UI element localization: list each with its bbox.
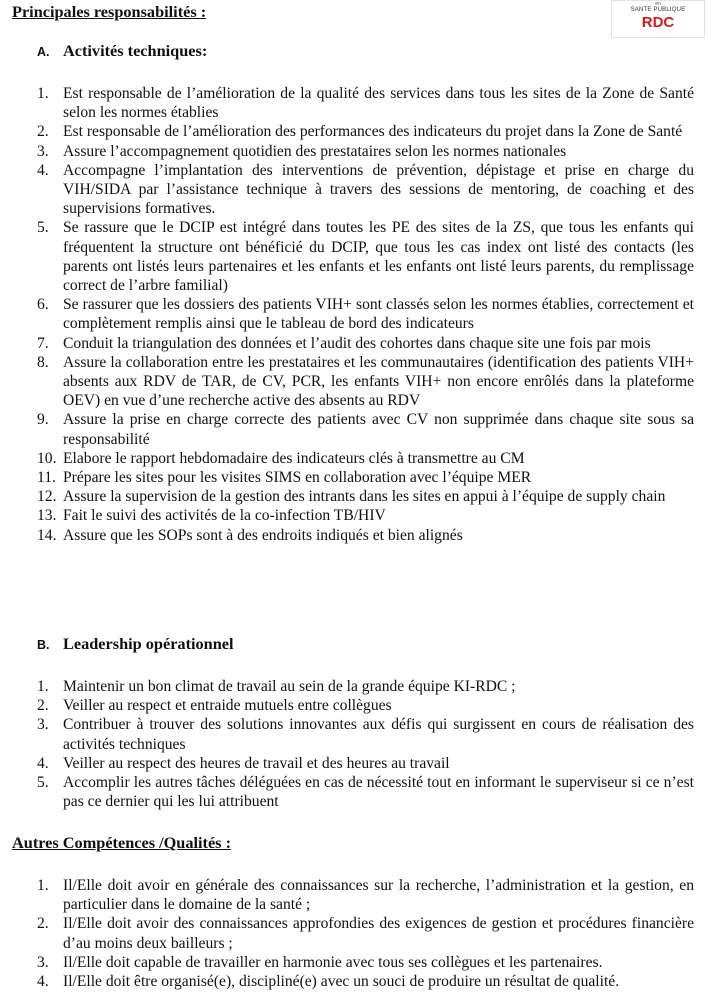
list-item: [0, 773, 711, 811]
list-item: [0, 122, 711, 141]
list-item-number: 10.: [37, 449, 57, 467]
list-item: [0, 953, 711, 972]
list-item-text: Assure que les SOPs sont à des endroits indiqués et bien alignés: [63, 526, 463, 544]
list-item-number: 3.: [37, 716, 49, 734]
list-item-text: Maintenir un bon climat de travail au sein de la grande équipe KI-RDC ;: [63, 678, 516, 695]
list-item-text: Assure la prise en charge correcte des patients avec CV non supprimée dans chaque site sous sa responsabilité: [63, 411, 694, 448]
list-item: [0, 84, 711, 122]
sante-publique-rdc-logo: [611, 0, 705, 38]
list-item-text: Assure la collaboration entre les prestataires et les communautaires (identification des patients VIH+ absents aux RDV de TAR, de CV, PCR, les enfants VIH+ non encore enrôlés dans la plateforme OEV) en vue d’une recherche active des absents au RDV: [63, 353, 694, 410]
list-item: [0, 526, 711, 545]
section-a-letter: A.: [37, 45, 50, 59]
list-item-number: 1.: [37, 678, 49, 695]
list-item-number: 4.: [37, 973, 49, 991]
list-item-number: 6.: [37, 296, 49, 314]
list-item-number: 14.: [37, 526, 57, 544]
list-item-text: Assure la supervision de la gestion des intrants dans les sites en appui à l’équipe de supply chain: [63, 488, 666, 506]
list-item-text: Elabore le rapport hebdomadaire des indicateurs clés à transmettre au CM: [63, 449, 525, 467]
list-item-text: Veiller au respect et entraide mutuels entre collègues: [63, 697, 392, 715]
list-item: [0, 696, 711, 715]
list-item-number: 3.: [37, 953, 49, 971]
competences-heading: Autres Compétences /Qualités :: [12, 833, 232, 852]
list-item: [0, 334, 711, 353]
list-item-number: 2.: [37, 697, 49, 715]
list-item: [0, 161, 711, 219]
list-item: [0, 449, 711, 468]
list-item-number: 13.: [37, 507, 57, 525]
list-item-text: Accomplir les autres tâches déléguées en cas de nécessité tout en informant le superviseur si ce n’est pas ce dernier qui les lui attribuent: [63, 774, 694, 811]
list-item: [0, 677, 711, 696]
list-item-number: 4.: [37, 161, 49, 179]
list-item: [0, 506, 711, 525]
logo-line-1: en: [655, 1, 661, 7]
list-item-text: Est responsable de l’amélioration des performances des indicateurs du projet dans la Zone de Santé: [63, 123, 683, 141]
list-item-number: 5.: [37, 774, 49, 792]
list-item-number: 1.: [37, 877, 49, 894]
list-item: [0, 487, 711, 506]
competences-list: [0, 876, 711, 991]
list-item-text: Est responsable de l’amélioration de la qualité des services dans tous les sites de la Zone de Santé selon les normes établies: [63, 85, 694, 122]
list-item-text: Assure l’accompagnement quotidien des prestataires selon les normes nationales: [63, 142, 567, 160]
list-item: [0, 468, 711, 487]
list-item-text: Se rassurer que les dossiers des patients VIH+ sont classés selon les normes établies, correctement et complètement remplis ainsi que le tableau de bord des indicateurs: [63, 296, 694, 333]
list-item-number: 4.: [37, 754, 49, 772]
list-item: [0, 876, 711, 914]
section-b-letter: B.: [37, 638, 50, 652]
responsabilites-heading: Principales responsabilités :: [12, 2, 207, 21]
list-item: [0, 218, 711, 295]
list-item-text: Accompagne l’implantation des interventions de prévention, dépistage et prise en charge du VIH/SIDA par l’assistance technique à travers des sessions de mentoring, de coaching et des supervisions formatives.: [63, 161, 694, 218]
list-item: [0, 972, 711, 991]
list-item-number: 3.: [37, 142, 49, 160]
list-item-number: 11.: [37, 469, 56, 487]
list-item-number: 2.: [37, 915, 49, 933]
section-a-title: Activités techniques:: [63, 41, 208, 60]
list-item-text: Se rassure que le DCIP est intégré dans toutes les PE des sites de la ZS, que tous les enfants qui fréquentent la structure ont bénéficié du DCIP, que tous les cas index ont listé des contacts (les parents ont listés leurs partenaires et les enfants et les enfants ont listé leurs parents, du remplissage correct de l’arbre familial): [63, 219, 694, 295]
section-a-heading: [37, 41, 207, 62]
list-item-text: Il/Elle doit être organisé(e), discipliné(e) avec un souci de produire un résultat de qualité.: [63, 973, 620, 991]
section-b-list: [0, 677, 711, 811]
list-item-number: 7.: [37, 334, 49, 352]
list-item: [0, 295, 711, 333]
list-item: [0, 142, 711, 161]
list-item: [0, 353, 711, 411]
list-item-number: 2.: [37, 123, 49, 141]
list-item-number: 12.: [37, 488, 57, 506]
list-item-number: 5.: [37, 219, 49, 237]
list-item: [0, 914, 711, 952]
list-item-number: 1.: [37, 85, 49, 102]
list-item-number: 9.: [37, 411, 49, 429]
list-item: [0, 715, 711, 753]
list-item-text: Il/Elle doit avoir en générale des connaissances sur la recherche, l’administration et la gestion, en particulier dans le domaine de la santé ;: [63, 877, 694, 914]
section-b-title: Leadership opérationnel: [63, 634, 234, 653]
list-item-text: Conduit la triangulation des données et l’audit des cohortes dans chaque site une fois par mois: [63, 334, 651, 352]
list-item-text: Fait le suivi des activités de la co-infection TB/HIV: [63, 507, 386, 525]
section-b-heading: [37, 634, 234, 655]
list-item-number: 8.: [37, 353, 49, 371]
list-item: [0, 410, 711, 448]
logo-line-2: SANTE PUBLIQUE: [630, 7, 686, 13]
list-item-text: Veiller au respect des heures de travail et des heures au travail: [63, 754, 450, 772]
section-a-list: [0, 84, 711, 545]
list-item-text: Contribuer à trouver des solutions innovantes aux défis qui surgissent en cours de réalisation des activités techniques: [63, 716, 694, 753]
list-item-text: Il/Elle doit capable de travailler en harmonie avec tous ses collègues et les partenaires.: [63, 953, 603, 971]
list-item-text: Il/Elle doit avoir des connaissances approfondies des exigences de gestion et procédures financière d’au moins deux bailleurs ;: [63, 915, 694, 952]
logo-line-3: RDC: [641, 14, 675, 31]
list-item-text: Prépare les sites pour les visites SIMS en collaboration avec l’équipe MER: [63, 469, 532, 487]
list-item: [0, 754, 711, 773]
